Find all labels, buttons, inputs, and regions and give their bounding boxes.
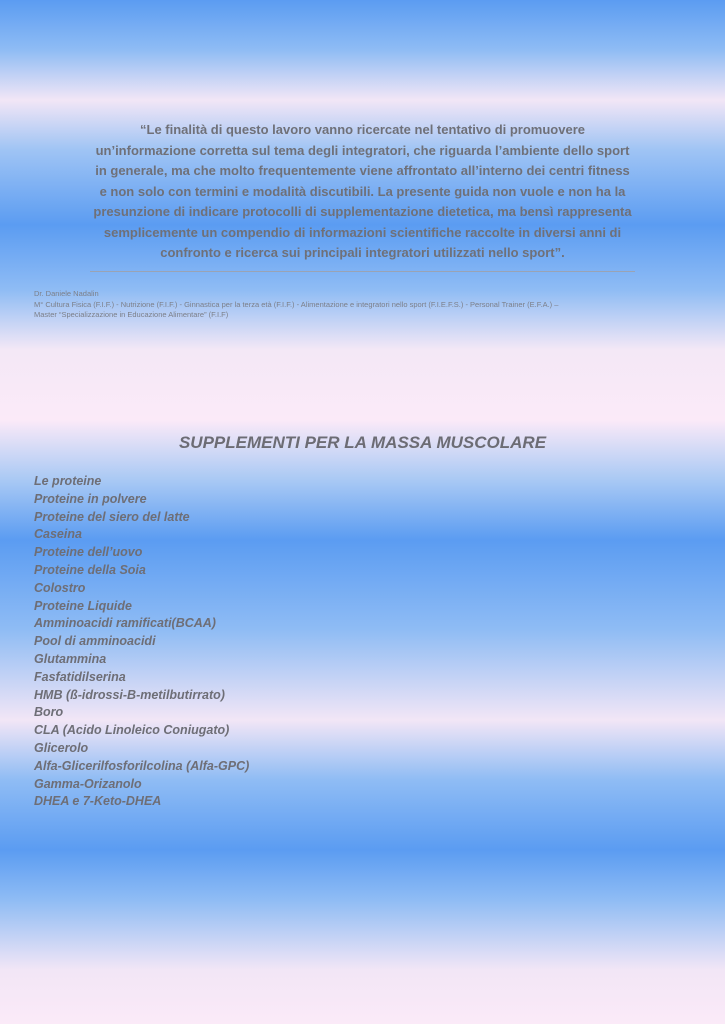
list-item: HMB (ß-idrossi-B-metilbutirrato) bbox=[34, 687, 225, 702]
list-item: Le proteine bbox=[34, 474, 102, 488]
supplement-list bbox=[34, 473, 249, 811]
section-title: SUPPLEMENTI PER LA MASSA MUSCOLARE bbox=[178, 433, 547, 452]
quote-line: “Le finalità di questo lavoro vanno ricercate nel tentativo di promuovere bbox=[140, 122, 585, 137]
quote-line: un’informazione corretta sul tema degli integratori, che riguarda l’ambiente dello sport bbox=[95, 142, 630, 158]
author-name: Dr. Daniele Nadalin bbox=[34, 289, 99, 298]
list-item: Glicerolo bbox=[34, 740, 89, 755]
list-item: Fasfatidilserina bbox=[34, 669, 126, 684]
list-item: Proteine in polvere bbox=[34, 491, 147, 506]
list-item: Amminoacidi ramificati(BCAA) bbox=[34, 616, 216, 631]
list-item: Proteine Liquide bbox=[34, 598, 132, 613]
list-item: Proteine della Soia bbox=[34, 562, 146, 577]
intro-quote bbox=[90, 120, 635, 264]
list-item: Proteine del siero del latte bbox=[34, 509, 190, 524]
quote-line: e non solo con termini e modalità discutibili. La presente guida non vuole e non ha la bbox=[99, 183, 626, 199]
list-item: CLA (Acido Linoleico Coniugato) bbox=[34, 723, 230, 738]
list-item: Pool di amminoacidi bbox=[34, 634, 156, 649]
quote-line: in generale, ma che molto frequentemente viene affrontato all’interno dei centri fitness bbox=[95, 163, 630, 178]
list-item: Boro bbox=[34, 705, 64, 720]
list-item: DHEA e 7-Keto-DHEA bbox=[34, 794, 162, 809]
quote-line: confronto e ricerca sui principali integratori utilizzati nello sport”. bbox=[160, 245, 565, 260]
list-item: Caseina bbox=[34, 527, 82, 542]
list-item: Alfa-Glicerilfosforilcolina (Alfa-GPC) bbox=[34, 758, 250, 773]
author-credentials: M° Cultura Fisica (F.I.F.) - Nutrizione (F.I.F.) - Ginnastica per la terza età (F.I.F.) - Alimentazione e integratori nello sport (F.I.E.F.S.) - Personal Trainer (E.F.A.) – bbox=[34, 299, 559, 309]
list-item: Proteine dell’uovo bbox=[34, 545, 143, 560]
divider bbox=[90, 271, 635, 272]
quote-line: semplicemente un compendio di informazioni scientifiche raccolte in diversi anni di bbox=[103, 224, 622, 240]
quote-line: presunzione di indicare protocolli di supplementazione dietetica, ma bensì rappresenta bbox=[93, 204, 632, 219]
list-item: Glutammina bbox=[34, 651, 107, 666]
author-credentials: Master “Specializzazione in Educazione Alimentare” (F.I.F) bbox=[34, 310, 229, 319]
author-block bbox=[34, 289, 664, 321]
list-item: Colostro bbox=[34, 580, 86, 595]
list-item: Gamma-Orizanolo bbox=[34, 776, 142, 791]
